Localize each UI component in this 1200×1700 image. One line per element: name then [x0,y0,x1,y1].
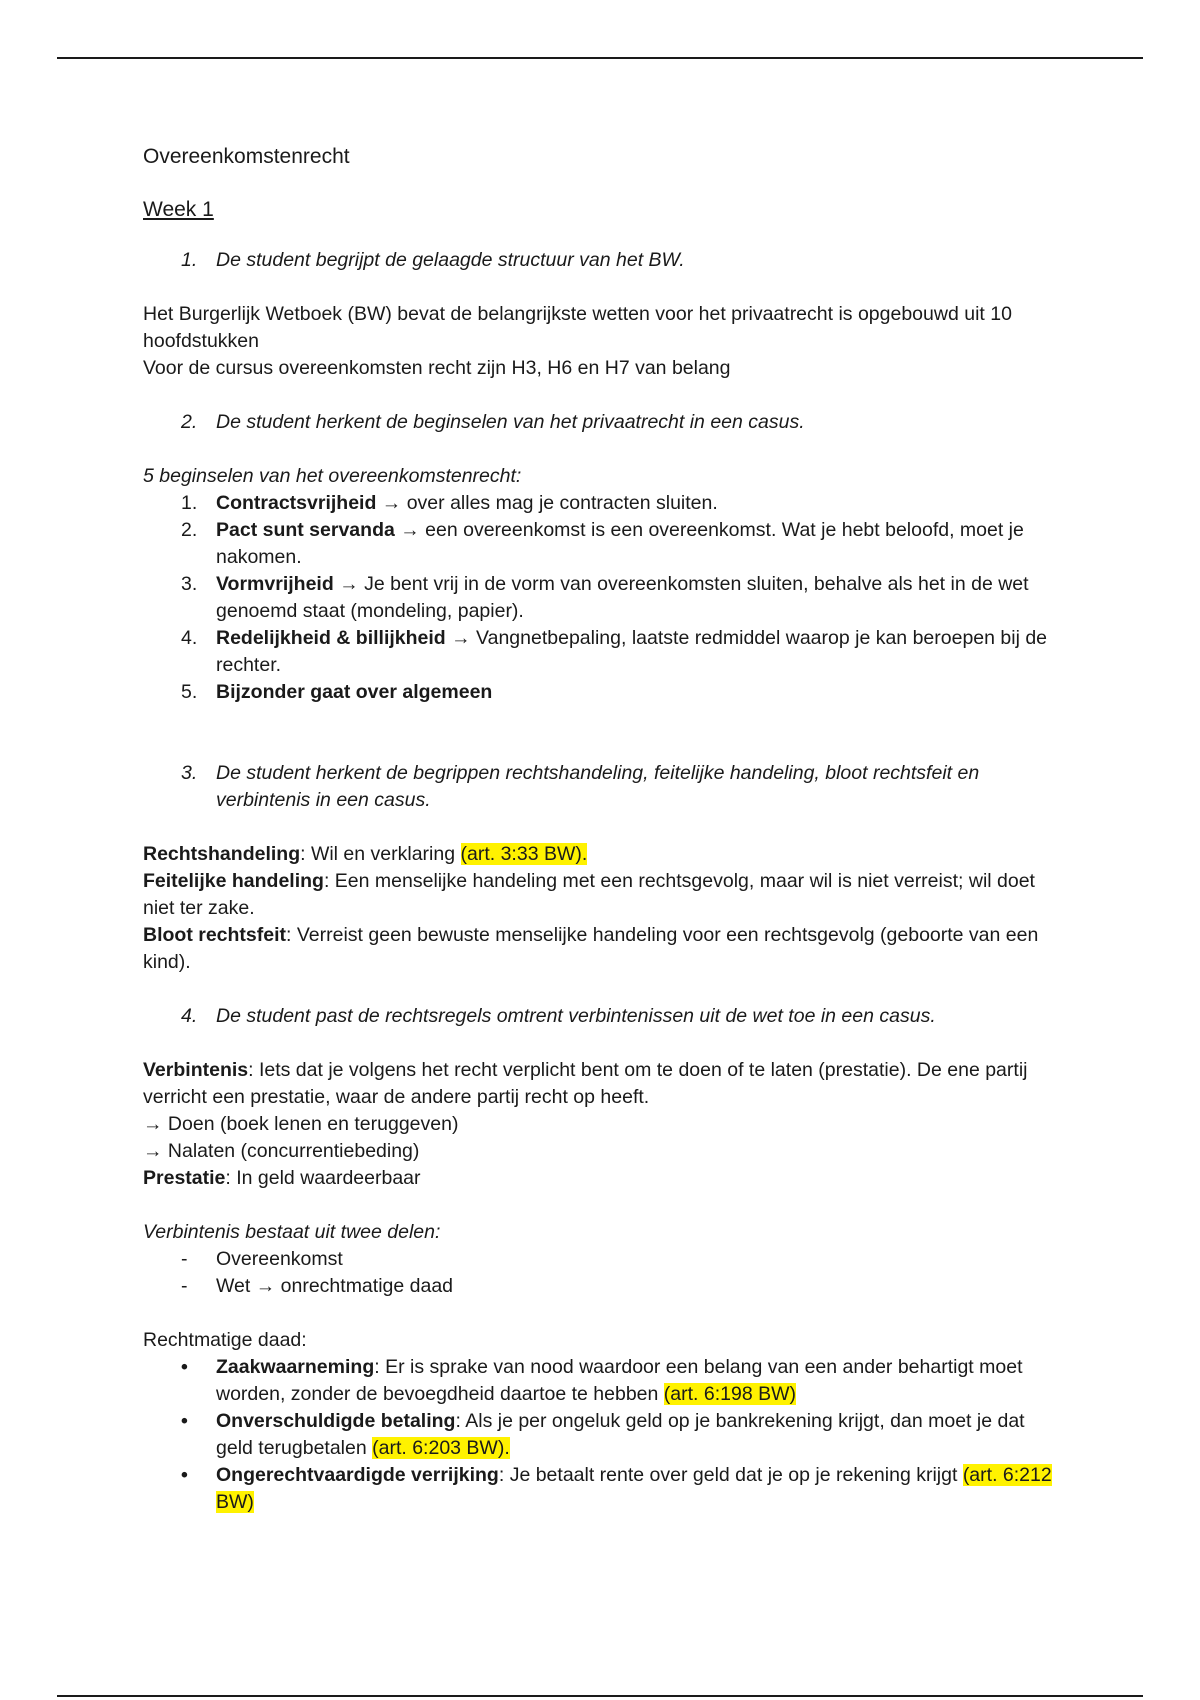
rechtmatig-list [143,1354,1063,1516]
arrow-glyph: → [381,492,402,514]
objective-text: De student herkent de begrippen rechtshandeling, feitelijke handeling, bloot rechtsfeit en verbintenis in een casus. [216,762,980,811]
objective-2 [143,409,1063,436]
objective-text: De student herkent de beginselen van het privaatrecht in een casus. [216,411,805,433]
item-number: 5. [181,681,198,703]
definition-term: Rechtshandeling [143,843,301,865]
header-rule [57,57,1143,59]
item-term: Onverschuldigde betaling [216,1410,456,1432]
definition-text: : In geld waardeerbaar [225,1167,421,1189]
bullet-marker: • [181,1464,188,1486]
definition-verbintenis [143,1057,1063,1111]
item-number: 4. [181,627,198,649]
objective-number: 3. [181,762,198,784]
item-text: : Als je per ongeluk geld op je bankrekening krijgt, dan moet je dat geld terugbetalen [216,1410,1025,1459]
objective-3 [143,760,1063,814]
document-body [143,143,1063,1516]
item-text: Vangnetbepaling, laatste redmiddel waarop je kan beroepen bij de rechter. [216,627,1048,676]
objective-number: 1. [181,249,198,271]
item-term: Vormvrijheid [216,573,334,595]
objective-text: De student begrijpt de gelaagde structuur van het BW. [216,249,685,271]
item-text: een overeenkomst is een overeenkomst. Wat je hebt beloofd, moet je nakomen. [216,519,1024,568]
item-text: Overeenkomst [216,1248,343,1270]
list-item [143,1354,1063,1408]
list-item [143,517,1063,571]
definition-text: : Iets dat je volgens het recht verplicht bent om te doen of te laten (prestatie). De ene partij verricht een prestatie, waar de andere partij recht op heeft. [143,1059,1028,1108]
objective-number: 2. [181,411,198,433]
list-item [143,1408,1063,1462]
list-item [143,625,1063,679]
item-text: over alles mag je contracten sluiten. [401,492,718,514]
item-text: Wet → onrechtmatige daad [216,1275,454,1297]
list-item [143,1462,1063,1516]
item-term: Zaakwaarneming [216,1356,375,1378]
item-term: Bijzonder gaat over algemeen [216,681,493,703]
list-item [143,1273,1063,1300]
verbintenis-doen: → Doen (boek lenen en teruggeven) [143,1113,459,1135]
bullet-marker: • [181,1356,188,1378]
item-number: 3. [181,573,198,595]
arrow-glyph: → [451,627,471,649]
list-item [143,571,1063,625]
definition-text: : Een menselijke handeling met een rechtsgevolg, maar wil is niet verreist; wil doet niet ter zake. [143,870,1035,919]
week-heading: Week 1 [143,198,214,221]
definition-text: : Wil en verklaring [300,843,461,865]
definition-term: Prestatie [143,1167,226,1189]
item-term: Pact sunt servanda [216,519,395,541]
article-reference: (art. 6:198 BW) [663,1383,796,1405]
arrow-glyph: → [339,573,359,595]
definition-feitelijke [143,868,1063,922]
objective-4 [143,1003,1063,1030]
item-term: Redelijkheid & billijkheid [216,627,446,649]
item-term: Contractsvrijheid [216,492,377,514]
item-term: Ongerechtvaardigde verrijking [216,1464,499,1486]
item-text: : Er is sprake van nood waardoor een belang van een ander behartigt moet worden, zonder de bevoegdheid daartoe te hebben [216,1356,1023,1405]
bw-intro-line1: Het Burgerlijk Wetboek (BW) bevat de belangrijkste wetten voor het privaatrecht is opgebouwd uit 10 hoofdstukken [143,303,1012,352]
bw-intro-line2: Voor de cursus overeenkomsten recht zijn H3, H6 en H7 van belang [143,357,731,379]
list-item [143,679,1063,706]
item-number: 2. [181,519,198,541]
definition-term: Bloot rechtsfeit [143,924,287,946]
rechtmatig-heading: Rechtmatige daad: [143,1329,307,1351]
definition-term: Verbintenis [143,1059,249,1081]
item-number: 1. [181,492,198,514]
definition-rechtshandeling [143,841,1063,868]
definition-bloot [143,922,1063,976]
article-reference: (art. 6:212 BW) [216,1464,1052,1513]
list-item [143,490,1063,517]
footer-rule [57,1695,1143,1697]
document-title: Overeenkomstenrecht [143,145,350,168]
article-reference: (art. 3:33 BW). [460,843,588,865]
dash-marker: - [181,1248,188,1270]
verbintenis-nalaten: → Nalaten (concurrentiebeding) [143,1140,420,1162]
dash-marker: - [181,1275,188,1297]
bullet-marker: • [181,1410,188,1432]
verbintenis-parts-heading: Verbintenis bestaat uit twee delen: [143,1221,441,1243]
objective-number: 4. [181,1005,198,1027]
verbintenis-parts-list [143,1246,1063,1300]
definition-term: Feitelijke handeling [143,870,324,892]
principles-list [143,490,1063,706]
article-reference: (art. 6:203 BW). [372,1437,510,1459]
list-item [143,1246,1063,1273]
definition-text: : Verreist geen bewuste menselijke handeling voor een rechtsgevolg (geboorte van een kind). [143,924,1039,973]
objective-1 [143,247,1063,274]
definition-prestatie [143,1165,1063,1192]
principles-heading: 5 beginselen van het overeenkomstenrecht: [143,465,522,487]
objective-text: De student past de rechtsregels omtrent verbintenissen uit de wet toe in een casus. [216,1005,936,1027]
arrow-glyph: → [400,519,420,541]
item-text: Je bent vrij in de vorm van overeenkomsten sluiten, behalve als het in de wet genoemd staat (mondeling, papier). [216,573,1029,622]
item-text: : Je betaalt rente over geld dat je op je rekening krijgt [498,1464,963,1486]
